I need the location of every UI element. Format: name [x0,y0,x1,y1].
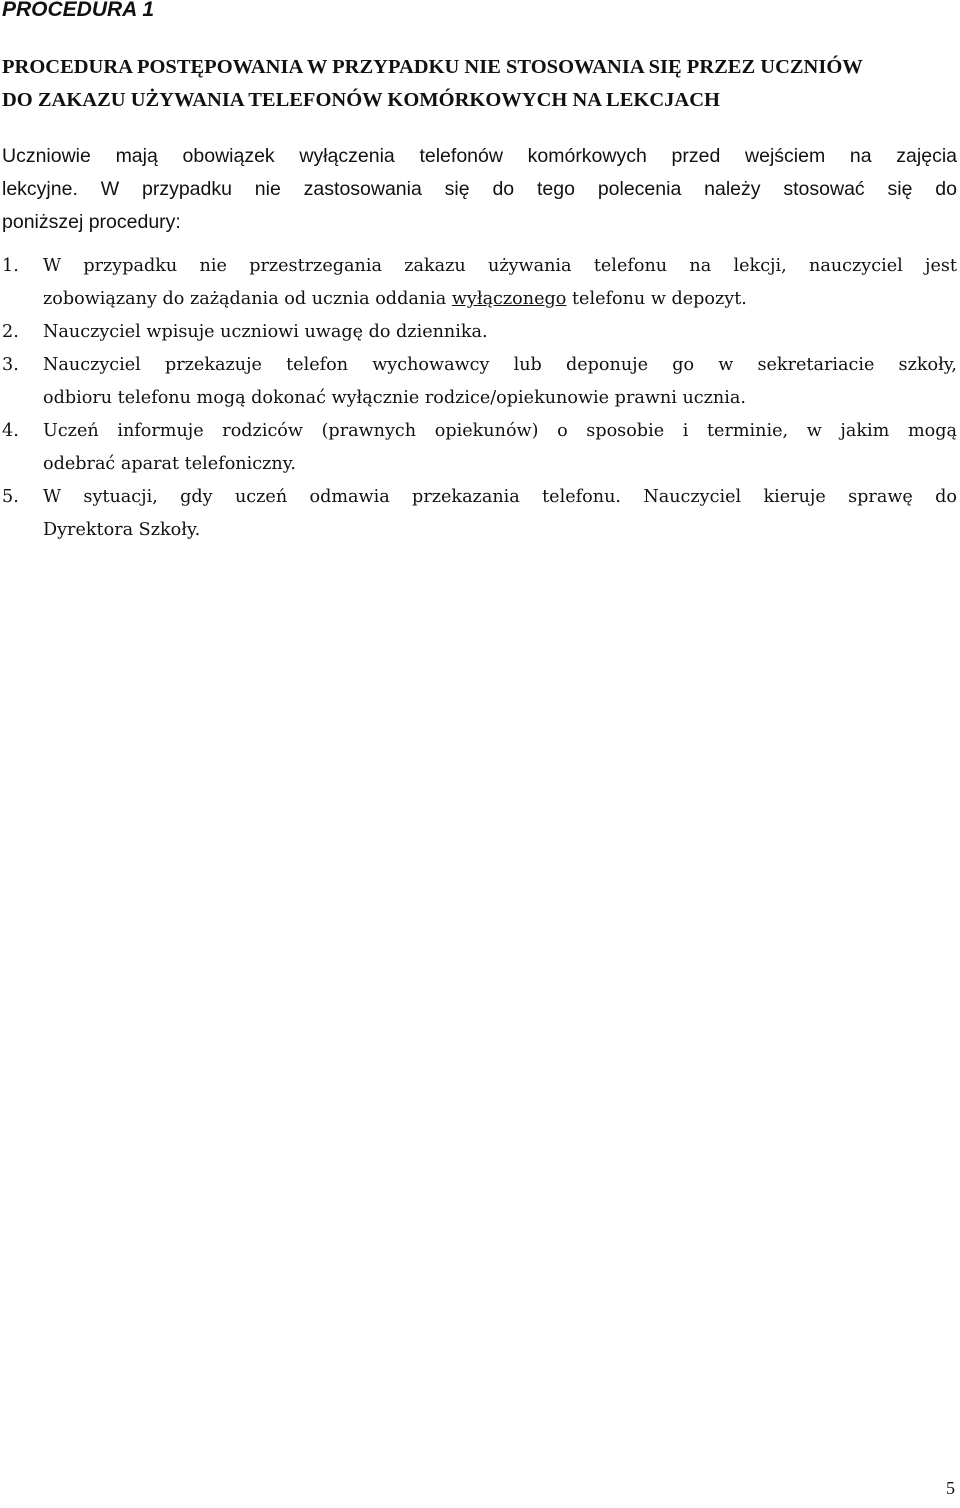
intro-paragraph [2,140,957,239]
step-text: odbioru telefonu mogą dokonać wyłącznie rodzice/opiekunowie prawni ucznia. [43,388,746,408]
page-number: 5 [946,1478,955,1498]
step-number: 3. [2,355,19,375]
list-item [2,250,957,316]
intro-line: poniższej procedury: [2,211,181,233]
step-text [43,283,957,316]
procedure-steps [2,250,957,547]
step-text-part: telefonu w depozyt. [566,289,747,309]
list-item [2,316,957,349]
list-item [2,415,957,481]
step-text: Nauczyciel przekazuje telefon wychowawcy lub deponuje go w sekretariacie szkoły, [43,355,957,375]
intro-line: lekcyjne. W przypadku nie zastosowania się do tego polecenia należy stosować się do [2,178,957,200]
step-text: Nauczyciel wpisuje uczniowi uwagę do dziennika. [43,322,488,342]
step-number: 5. [2,487,19,507]
step-text-part: zobowiązany do zażądania od ucznia oddania [43,289,452,309]
step-text: Uczeń informuje rodziców (prawnych opiekunów) o sposobie i terminie, w jakim mogą [43,421,957,441]
step-number: 2. [2,322,19,342]
step-number: 1. [2,256,19,276]
underlined-word: wyłączonego [451,289,567,309]
list-item [2,481,957,547]
step-text: odebrać aparat telefoniczny. [43,454,296,474]
intro-line: Uczniowie mają obowiązek wyłączenia telefonów komórkowych przed wejściem na zajęcia [2,145,957,167]
step-text: W sytuacji, gdy uczeń odmawia przekazania telefonu. Nauczyciel kieruje sprawę do [43,487,957,507]
title-line: PROCEDURA POSTĘPOWANIA W PRZYPADKU NIE STOSOWANIA SIĘ PRZEZ UCZNIÓW [2,56,863,78]
title-line: DO ZAKAZU UŻYWANIA TELEFONÓW KOMÓRKOWYCH NA LEKCJACH [2,89,720,111]
step-text: W przypadku nie przestrzegania zakazu używania telefonu na lekcji, nauczyciel jest [43,256,957,276]
procedure-label: PROCEDURA 1 [2,0,155,21]
step-text: Dyrektora Szkoły. [43,520,201,540]
step-number: 4. [2,421,19,441]
list-item [2,349,957,415]
document-title [2,51,957,117]
